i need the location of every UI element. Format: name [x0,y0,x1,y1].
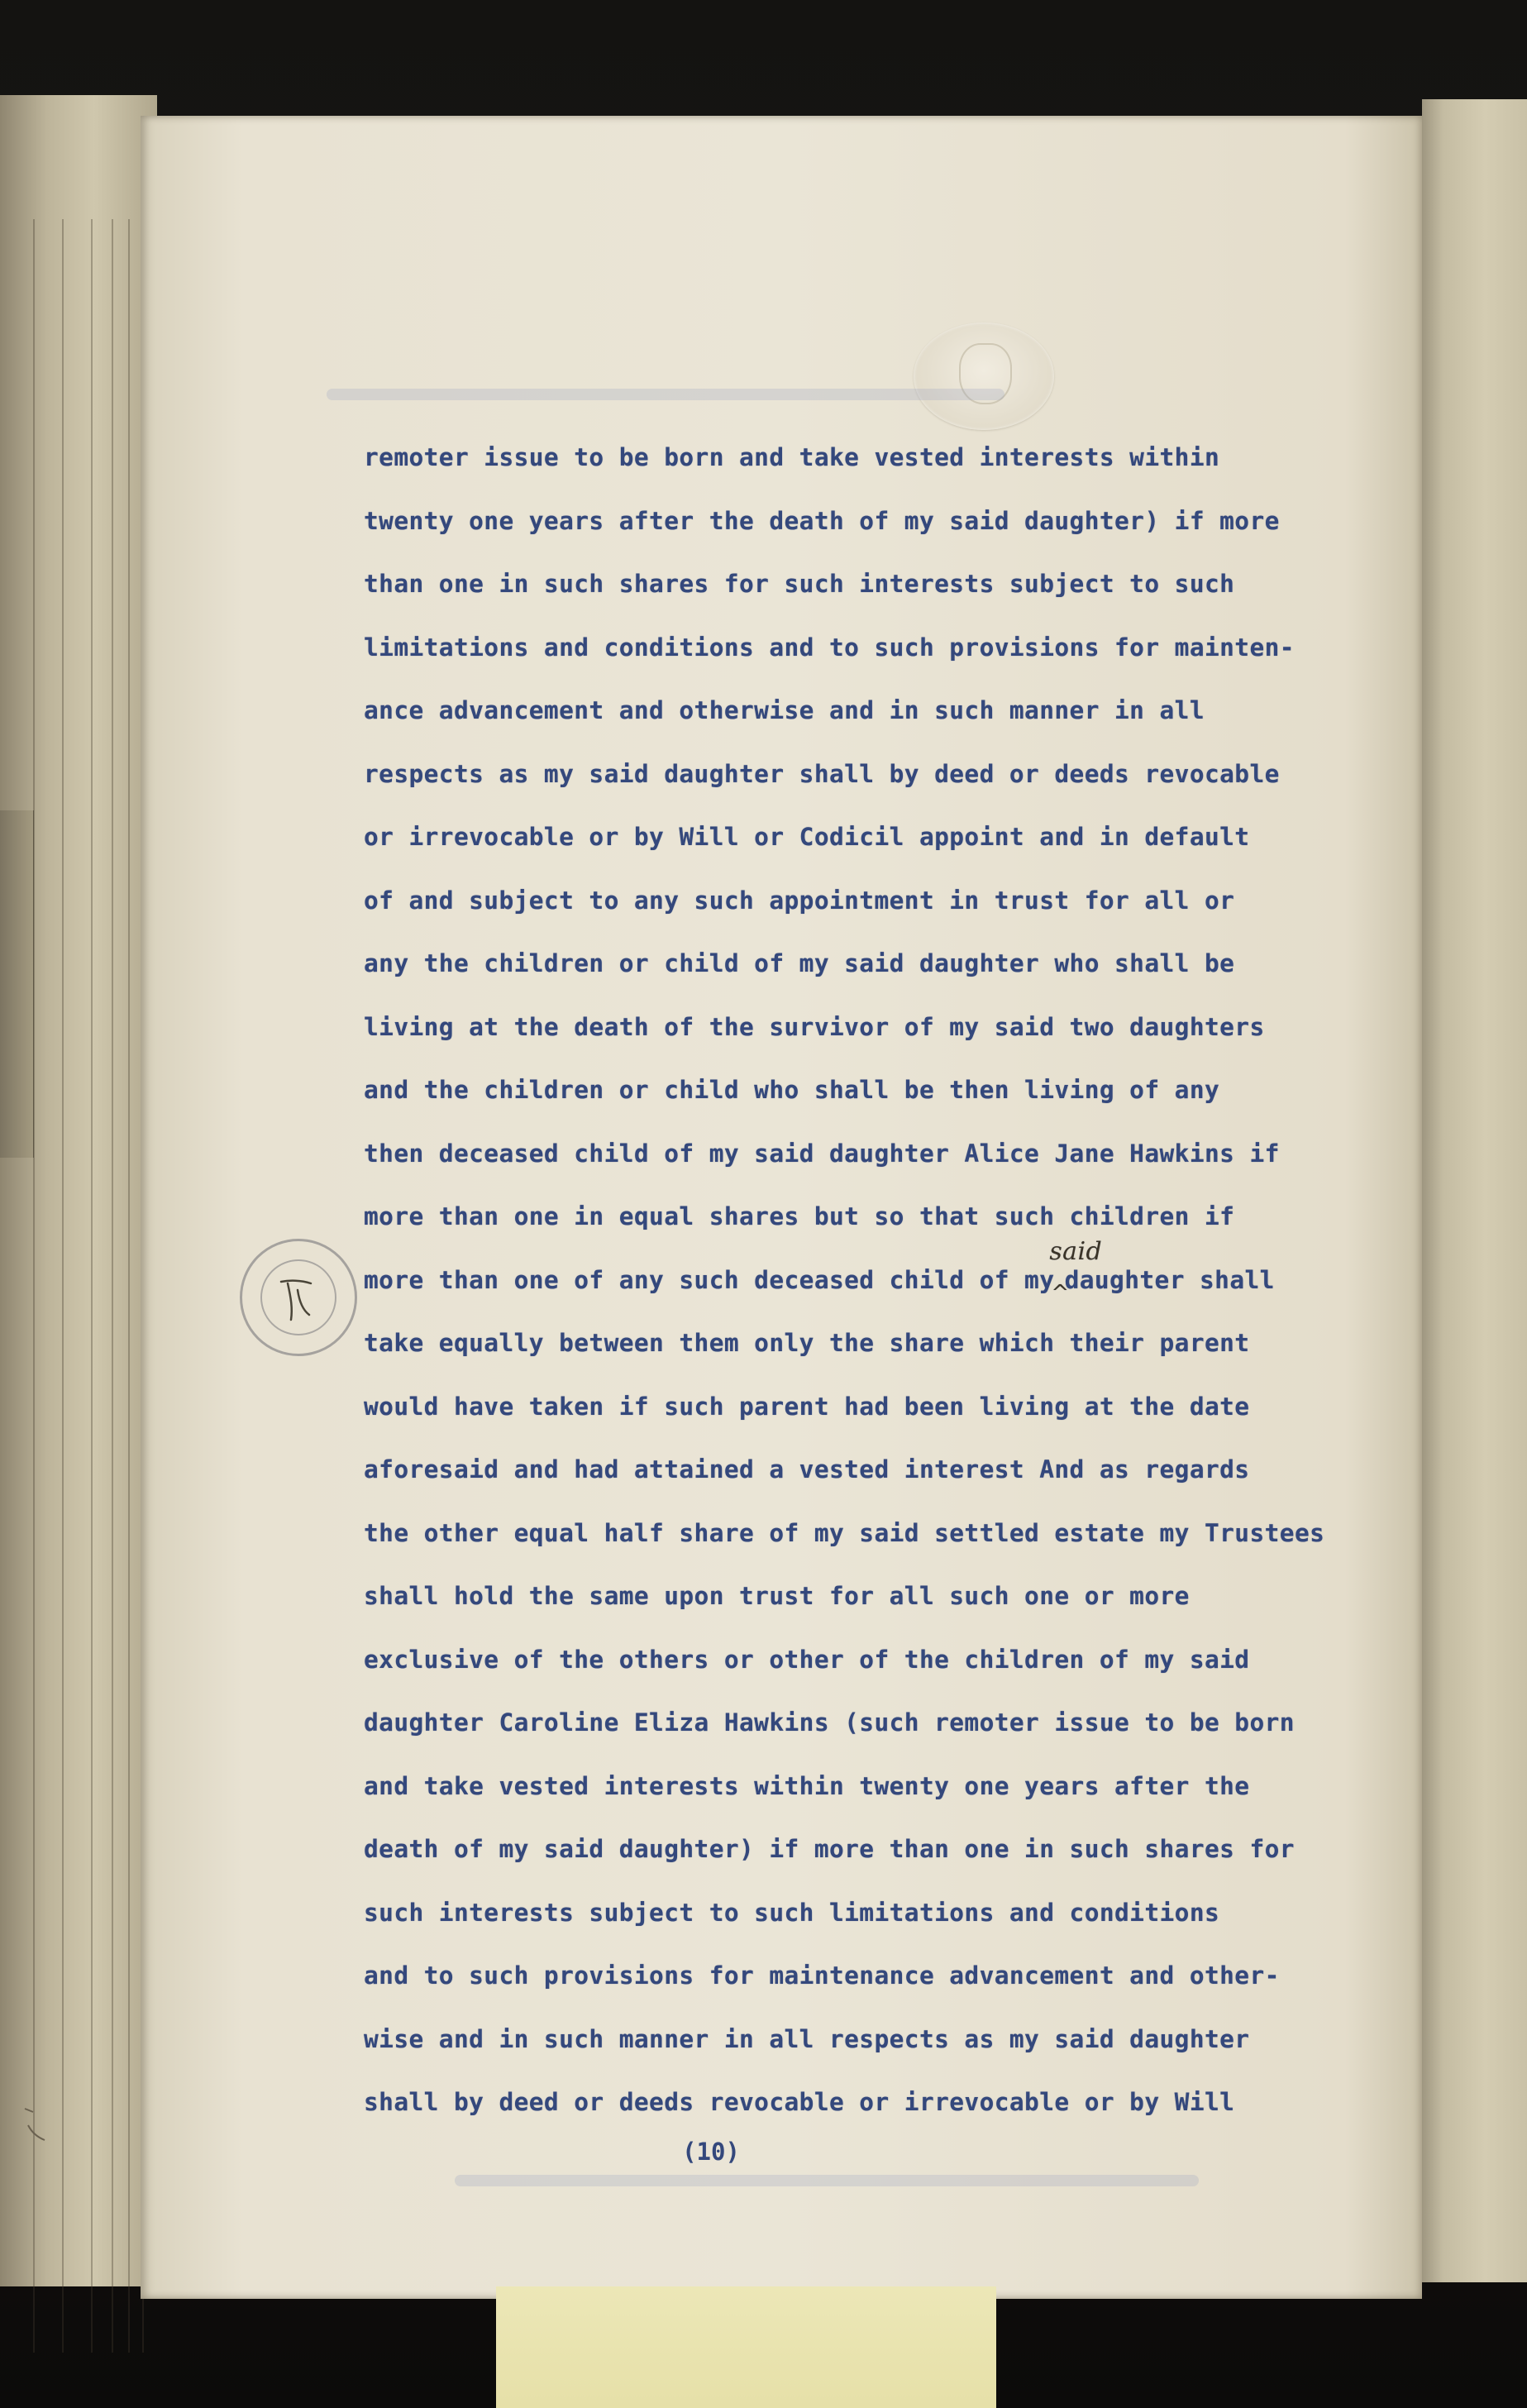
facing-page-edge [1422,99,1527,2282]
page-stack-left [0,95,157,2286]
handwritten-initials [273,1273,322,1323]
text-line: than one in such shares for such interests subject to such [364,570,1235,598]
text-line: ance advancement and otherwise and in such manner in all [364,696,1205,724]
text-line: remoter issue to be born and take vested interests within [364,443,1220,471]
text-line: take equally between them only the share which their parent [364,1329,1250,1357]
handwritten-insertion: ^ said [1054,1249,1064,1314]
show-through-text [327,389,1004,400]
text-line: living at the death of the survivor of my said two daughters [364,1012,1265,1041]
text-line: and take vested interests within twenty one years after the [364,1771,1250,1800]
text-line: then deceased child of my said daughter Alice Jane Hawkins if [364,1139,1280,1168]
text-line: death of my said daughter) if more than one in such shares for [364,1835,1295,1863]
text-line: the other equal half share of my said settled estate my Trustees [364,1518,1325,1547]
text-line: limitations and conditions and to such provisions for mainten- [364,633,1295,662]
text-line: and the children or child who shall be then living of any [364,1076,1220,1104]
yellow-paper-slip [496,2286,996,2408]
embossed-seal [914,322,1054,430]
text-segment: more than one of any such deceased child of my [364,1265,1055,1294]
text-line: daughter Caroline Eliza Hawkins (such remoter issue to be born [364,1708,1295,1737]
text-line: such interests subject to such limitations and conditions [364,1898,1220,1927]
pencil-mark [17,2100,58,2150]
text-line: would have taken if such parent had been living at the date [364,1392,1250,1421]
show-through-text [455,2175,1199,2186]
typed-text-block [364,426,1430,2134]
text-line: shall by deed or deeds revocable or irrevocable or by Will [364,2088,1235,2116]
text-line: more than one in equal shares but so that such children if [364,1202,1235,1230]
text-line-with-insertion [364,1236,1430,1312]
text-line: twenty one years after the death of my said daughter) if more [364,506,1280,535]
page-number: (10) [682,2138,740,2166]
text-line: of and subject to any such appointment in trust for all or [364,886,1235,915]
text-segment: daughter shall [1064,1265,1275,1294]
text-line: any the children or child of my said daughter who shall be [364,949,1235,977]
text-line: shall hold the same upon trust for all such one or more [364,1582,1190,1610]
text-line: and to such provisions for maintenance advancement and other- [364,1961,1280,1990]
text-line: wise and in such manner in all respects as my said daughter [364,2024,1250,2053]
inserted-word: said [1049,1236,1103,1266]
binding-tab [0,810,34,1158]
text-line: or irrevocable or by Will or Codicil appoint and in default [364,823,1250,851]
text-line: aforesaid and had attained a vested interest And as regards [364,1455,1250,1484]
text-line: exclusive of the others or other of the children of my said [364,1645,1250,1674]
text-line: respects as my said daughter shall by deed or deeds revocable [364,759,1280,788]
